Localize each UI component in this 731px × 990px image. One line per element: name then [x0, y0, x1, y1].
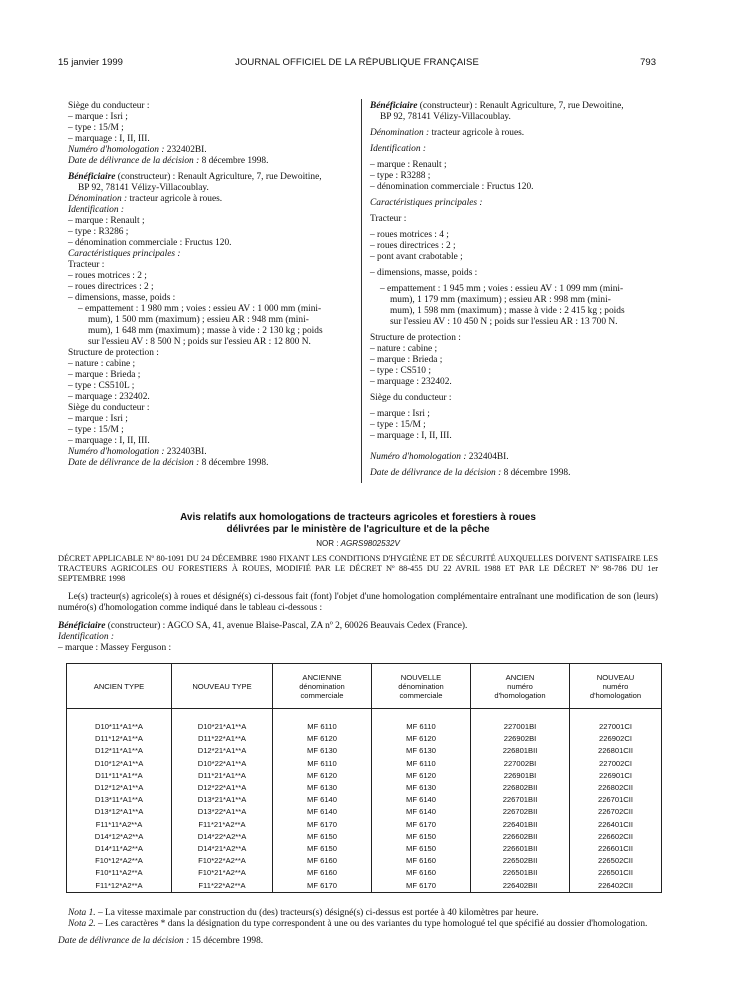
list-item: – dénomination commerciale : Fructus 120.: [370, 182, 534, 192]
col-header: ANCIENNE dénomination commerciale: [273, 664, 372, 709]
list-item: – marquage : I, II, III.: [370, 431, 452, 441]
table-cell: MF 6120: [372, 770, 471, 782]
table-cell: F10*12*A2**A: [67, 855, 172, 867]
table-cell: 226702CII: [570, 806, 662, 818]
table-row: [67, 794, 662, 806]
list-item: – type : 15/M ;: [370, 420, 426, 430]
caracteristiques-title: Caractéristiques principales :: [370, 198, 483, 208]
list-item: – dimensions, masse, poids :: [68, 293, 176, 303]
table-row: [67, 709, 662, 734]
dims-line: – empattement : 1 945 mm ; voies : essieu AV : 1 099 mm (mini-: [380, 284, 624, 294]
left-column: [68, 101, 353, 469]
table-cell: 226502CII: [570, 855, 662, 867]
table-cell: D14*22*A2**A: [172, 831, 273, 843]
table-cell: 226701BII: [471, 794, 570, 806]
list-item: – marquage : I, II, III.: [68, 134, 150, 144]
table-cell: MF 6140: [372, 806, 471, 818]
table-cell: D13*22*A1**A: [172, 806, 273, 818]
table-cell: D11*21*A1**A: [172, 770, 273, 782]
table-cell: 226401BII: [471, 819, 570, 831]
table-cell: D10*12*A1**A: [67, 758, 172, 770]
numero-homologation: Numéro d'homologation : 232403BI.: [68, 447, 207, 457]
beneficiaire-address: BP 92, 78141 Vélizy-Villacoublay.: [380, 112, 511, 122]
list-item: – marquage : 232402.: [68, 392, 150, 402]
list-item: – type : R3288 ;: [370, 171, 431, 181]
table-cell: MF 6160: [372, 867, 471, 879]
table-cell: MF 6170: [372, 819, 471, 831]
table-cell: 226602BII: [471, 831, 570, 843]
dims-line: sur l'essieu AV : 8 500 N ; poids sur l'essieu AR : 12 800 N.: [88, 337, 311, 347]
list-item: – type : 15/M ;: [68, 123, 124, 133]
table-cell: 226701CII: [570, 794, 662, 806]
numero-homologation: Numéro d'homologation : 232404BI.: [370, 452, 509, 462]
structure-title: Structure de protection :: [68, 348, 159, 358]
table-cell: MF 6140: [273, 806, 372, 818]
table-cell: MF 6130: [273, 782, 372, 794]
table-cell: MF 6160: [372, 855, 471, 867]
table-cell: D12*12*A1**A: [67, 782, 172, 794]
list-item: – marquage : I, II, III.: [68, 436, 150, 446]
dims-line: mum), 1 648 mm (maximum) ; masse à vide : 2 130 kg ; poids: [88, 326, 323, 336]
table-cell: 227001CI: [570, 709, 662, 734]
table-cell: MF 6150: [372, 843, 471, 855]
list-item: – roues motrices : 4 ;: [370, 230, 449, 240]
table-cell: D13*11*A1**A: [67, 794, 172, 806]
list-item: – nature : cabine ;: [370, 344, 438, 354]
date-delivrance: Date de délivrance de la décision : 8 décembre 1998.: [370, 468, 571, 478]
table-row: [67, 855, 662, 867]
table-cell: D12*21*A1**A: [172, 745, 273, 757]
table-cell: MF 6150: [273, 843, 372, 855]
table-cell: F10*21*A2**A: [172, 867, 273, 879]
table-cell: MF 6160: [273, 867, 372, 879]
table-row: [67, 879, 662, 892]
table-cell: MF 6110: [372, 758, 471, 770]
list-item: – type : CS510 ;: [370, 366, 431, 376]
table-cell: MF 6120: [273, 733, 372, 745]
structure-title: Structure de protection :: [370, 333, 461, 343]
note-1: Nota 1. – La vitesse maximale par construction du (des) tracteurs(s) désigné(s) ci-dessus est portée à 40 kilomètres par heure.: [68, 908, 539, 918]
list-item: – marque : Isri ;: [68, 112, 128, 122]
table-cell: MF 6110: [372, 709, 471, 734]
table-cell: D12*11*A1**A: [67, 745, 172, 757]
date-delivrance: Date de délivrance de la décision : 8 décembre 1998.: [68, 458, 269, 468]
table-cell: 227001BI: [471, 709, 570, 734]
table-row: [67, 819, 662, 831]
siege-title: Siège du conducteur :: [370, 393, 452, 403]
column-divider: [361, 99, 362, 483]
list-item: – roues directrices : 2 ;: [68, 282, 154, 292]
list-item: – dimensions, masse, poids :: [370, 268, 478, 278]
table-cell: F11*11*A2**A: [67, 819, 172, 831]
table-cell: MF 6140: [372, 794, 471, 806]
list-item: – marque : Massey Ferguson :: [58, 643, 172, 653]
table-cell: D14*12*A2**A: [67, 831, 172, 843]
table-cell: MF 6170: [273, 819, 372, 831]
beneficiaire: Bénéficiaire (constructeur) : Renault Agriculture, 7, rue Dewoitine,: [370, 101, 624, 111]
table-cell: MF 6150: [273, 831, 372, 843]
notes-section: [58, 908, 658, 947]
table-cell: F10*11*A2**A: [67, 867, 172, 879]
table-cell: MF 6140: [273, 794, 372, 806]
table-cell: MF 6130: [372, 782, 471, 794]
list-item: – type : CS510L ;: [68, 381, 135, 391]
table-row: [67, 806, 662, 818]
list-item: – marquage : 232402.: [370, 377, 452, 387]
table-cell: F10*22*A2**A: [172, 855, 273, 867]
table-row: [67, 843, 662, 855]
table-row: [67, 758, 662, 770]
table-cell: D10*22*A1**A: [172, 758, 273, 770]
table-row: [67, 745, 662, 757]
beneficiaire: Bénéficiaire (constructeur) : Renault Agriculture, 7, rue Dewoitine,: [68, 172, 322, 182]
table-cell: F11*21*A2**A: [172, 819, 273, 831]
siege-title: Siège du conducteur :: [68, 403, 150, 413]
list-item: – type : R3286 ;: [68, 227, 129, 237]
list-item: – marque : Isri ;: [68, 414, 128, 424]
table-cell: MF 6170: [273, 879, 372, 892]
tracteur-title: Tracteur :: [370, 214, 407, 224]
table-cell: 226801CII: [570, 745, 662, 757]
table-cell: 226901BI: [471, 770, 570, 782]
table-row: [67, 770, 662, 782]
identification-title: Identification :: [370, 144, 426, 154]
table-row: [67, 831, 662, 843]
table-cell: 226902BI: [471, 733, 570, 745]
table-cell: F11*12*A2**A: [67, 879, 172, 892]
dims-line: sur l'essieu AV : 10 450 N ; poids sur l'essieu AR : 13 700 N.: [390, 317, 618, 327]
denomination: Dénomination : tracteur agricole à roues.: [370, 128, 525, 138]
list-item: – dénomination commerciale : Fructus 120.: [68, 238, 232, 248]
denomination: Dénomination : tracteur agricole à roues.: [68, 194, 223, 204]
date-delivrance: Date de délivrance de la décision : 15 décembre 1998.: [58, 936, 264, 946]
table-cell: 226602CII: [570, 831, 662, 843]
list-item: – marque : Renault ;: [68, 216, 145, 226]
table-cell: 226901CI: [570, 770, 662, 782]
table-cell: D10*21*A1**A: [172, 709, 273, 734]
table-cell: D12*22*A1**A: [172, 782, 273, 794]
dims-line: mum), 1 500 mm (maximum) ; essieu AR : 948 mm (mini-: [88, 315, 309, 325]
table-cell: 226501BII: [471, 867, 570, 879]
table-cell: 226802CII: [570, 782, 662, 794]
table-cell: D10*11*A1**A: [67, 709, 172, 734]
table-cell: 226402BII: [471, 879, 570, 892]
identification-title: Identification :: [58, 632, 114, 642]
table-body: [67, 709, 662, 893]
list-item: – roues motrices : 2 ;: [68, 271, 147, 281]
table-cell: MF 6120: [273, 770, 372, 782]
table-row: [67, 782, 662, 794]
list-item: – nature : cabine ;: [68, 359, 136, 369]
table-cell: 226601CII: [570, 843, 662, 855]
col-header: ANCIEN TYPE: [67, 664, 172, 709]
table-cell: MF 6110: [273, 758, 372, 770]
header-journal-title: JOURNAL OFFICIEL DE LA RÉPUBLIQUE FRANÇAISE: [235, 57, 479, 68]
list-item: – pont avant crabotable ;: [370, 252, 463, 262]
beneficiaire-address: BP 92, 78141 Vélizy-Villacoublay.: [78, 183, 209, 193]
list-item: – marque : Isri ;: [370, 409, 430, 419]
table-row: [67, 733, 662, 745]
avis-section: [58, 512, 658, 654]
right-column: [370, 101, 660, 479]
table-cell: 226801BII: [471, 745, 570, 757]
table-cell: 226702BII: [471, 806, 570, 818]
table-cell: D11*11*A1**A: [67, 770, 172, 782]
list-item: – marque : Brieda ;: [370, 355, 443, 365]
table-cell: MF 6170: [372, 879, 471, 892]
list-item: – type : 15/M ;: [68, 425, 124, 435]
avis-title: Avis relatifs aux homologations de tracteurs agricoles et forestiers à roues: [180, 512, 536, 523]
col-header: NOUVEAU numéro d'homologation: [570, 664, 662, 709]
col-header: ANCIEN numéro d'homologation: [471, 664, 570, 709]
siege-title: Siège du conducteur :: [68, 101, 150, 111]
table-cell: MF 6130: [273, 745, 372, 757]
identification-title: Identification :: [68, 205, 124, 215]
table-cell: D14*21*A2**A: [172, 843, 273, 855]
beneficiaire: Bénéficiaire (constructeur) : AGCO SA, 41, avenue Blaise-Pascal, ZA nº 2, 60026 Beauvais Cedex (France).: [58, 621, 468, 631]
table-cell: D13*21*A1**A: [172, 794, 273, 806]
numero-homologation: Numéro d'homologation : 232402BI.: [68, 145, 207, 155]
note-2: Nota 2. – Les caractères * dans la désignation du type correspondent à une ou des variantes du type homologué tel que spécifié au dossier d'homologation.: [68, 919, 648, 929]
header-page-number: 793: [640, 57, 656, 68]
list-item: – roues directrices : 2 ;: [370, 241, 456, 251]
page-header: [58, 57, 656, 71]
decret-text: DÉCRET APPLICABLE Nº 80-1091 DU 24 DÉCEMBRE 1980 FIXANT LES CONDITIONS D'HYGIÈNE ET DE SÉCURITÉ AUXQUELLES DOIVENT SATISFAIRE LES TRACTEURS AGRICOLES OU FORESTIERS À ROUES, MODIFIÉ PAR LE DÉCRET Nº 88-455 DU 22 AVRIL 1988 ET PAR LE DÉCRET Nº 98-786 DU 1er SEPTEMBRE 1998: [58, 554, 658, 583]
homologation-table: [66, 663, 662, 893]
header-date: 15 janvier 1999: [58, 57, 123, 68]
col-header: NOUVEAU TYPE: [172, 664, 273, 709]
table-cell: D11*12*A1**A: [67, 733, 172, 745]
intro-paragraph: Le(s) tracteur(s) agricole(s) à roues et désigné(s) ci-dessous fait (font) l'objet d'une homologation complémentaire entraînant une modification de son (leurs) numéro(s) d'homologation comme indiqué dans le tableau ci-dessous :: [58, 592, 658, 613]
table-cell: 226402CII: [570, 879, 662, 892]
dims-line: mum), 1 598 mm (maximum) ; masse à vide : 2 415 kg ; poids: [390, 306, 625, 316]
table-row: [67, 867, 662, 879]
table-cell: 227002CI: [570, 758, 662, 770]
col-header: NOUVELLE dénomination commerciale: [372, 664, 471, 709]
nor-reference: NOR : AGRS9802532V: [316, 539, 400, 548]
table-cell: MF 6110: [273, 709, 372, 734]
table-cell: MF 6160: [273, 855, 372, 867]
date-delivrance: Date de délivrance de la décision : 8 décembre 1998.: [68, 156, 269, 166]
table-cell: 226401CII: [570, 819, 662, 831]
table-cell: MF 6130: [372, 745, 471, 757]
dims-line: – empattement : 1 980 mm ; voies : essieu AV : 1 000 mm (mini-: [78, 304, 322, 314]
table-cell: F11*22*A2**A: [172, 879, 273, 892]
table-cell: 226902CI: [570, 733, 662, 745]
table-cell: 226502BII: [471, 855, 570, 867]
table-cell: 227002BI: [471, 758, 570, 770]
table-cell: 226601BII: [471, 843, 570, 855]
avis-title-line-2: délivrées par le ministère de l'agriculture et de la pêche: [226, 524, 490, 535]
table-cell: D14*11*A2**A: [67, 843, 172, 855]
caracteristiques-title: Caractéristiques principales :: [68, 249, 181, 259]
tracteur-title: Tracteur :: [68, 260, 105, 270]
list-item: – marque : Renault ;: [370, 160, 447, 170]
dims-line: mum), 1 179 mm (maximum) ; essieu AR : 998 mm (mini-: [390, 295, 611, 305]
table-cell: 226501CII: [570, 867, 662, 879]
table-cell: 226802BII: [471, 782, 570, 794]
table-cell: MF 6150: [372, 831, 471, 843]
table-cell: MF 6120: [372, 733, 471, 745]
table-cell: D11*22*A1**A: [172, 733, 273, 745]
table-cell: D13*12*A1**A: [67, 806, 172, 818]
table-header-row: [67, 664, 662, 709]
list-item: – marque : Brieda ;: [68, 370, 141, 380]
